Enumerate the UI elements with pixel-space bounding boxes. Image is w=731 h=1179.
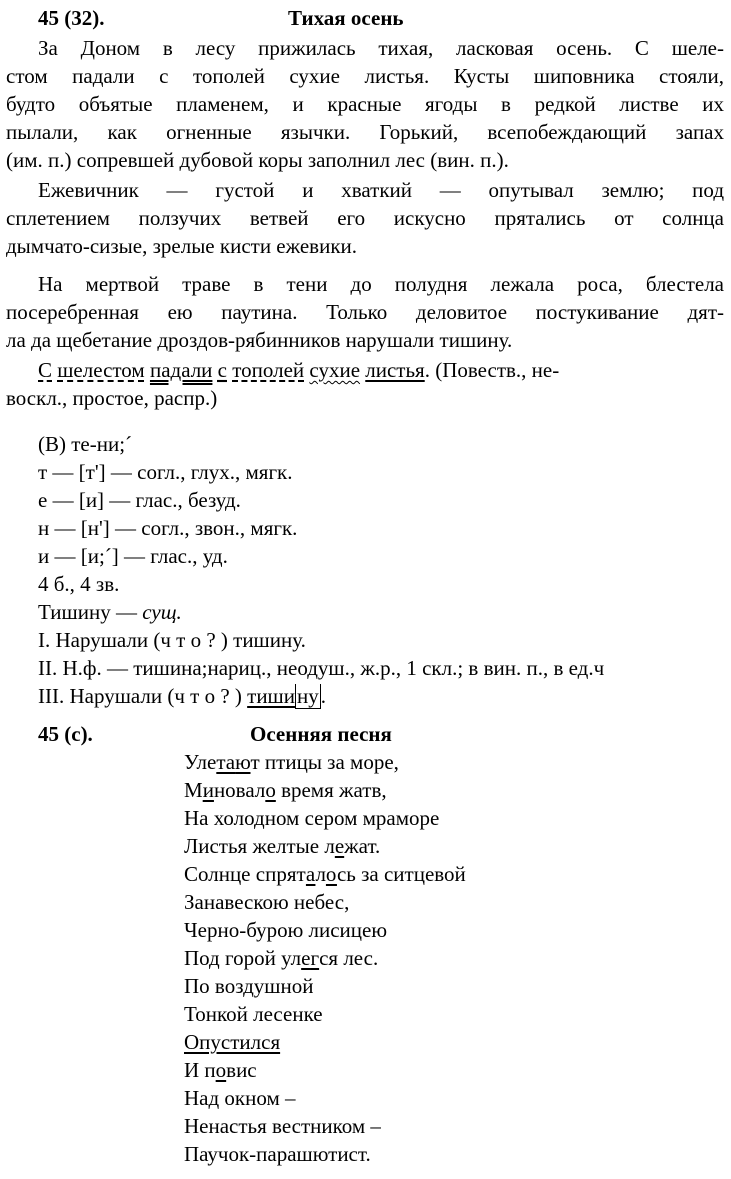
text: М bbox=[184, 778, 203, 802]
poem-line bbox=[184, 862, 466, 886]
phonetic-row: н — [н'] — согл., звон., мягк. bbox=[38, 516, 298, 540]
sentence-analysis bbox=[38, 358, 559, 382]
poem-line: Паучок-парашютист. bbox=[184, 1142, 371, 1166]
phonetic-count: 4 б., 4 зв. bbox=[38, 572, 120, 596]
paragraph-line: будто объятые пламенем, и красные ягоды в редкой листве их bbox=[6, 92, 724, 116]
exercise-number: 45 (32). bbox=[38, 6, 105, 30]
underlined-vowel: ю bbox=[235, 750, 251, 774]
text: Солнце спрят bbox=[184, 862, 306, 886]
paragraph-line: На мертвой траве в тени до полудня лежала роса, блестела bbox=[38, 272, 724, 296]
word-stem: тиши bbox=[247, 684, 295, 708]
paragraph-line: ла да щебетание дроздов-рябинников нарушали тишину. bbox=[6, 328, 513, 352]
text: Под горой ул bbox=[184, 946, 302, 970]
text: Уле bbox=[184, 750, 217, 774]
attribute-word: сухие bbox=[309, 358, 361, 382]
underlined-vowel: о bbox=[265, 778, 276, 802]
poem-line: Занавескою небес, bbox=[184, 890, 350, 914]
circumstance-word: шелестом bbox=[57, 358, 145, 382]
morph-iii-text: III. Нарушали (ч т о ? ) bbox=[38, 684, 248, 708]
underlined-word: Опустился bbox=[184, 1030, 281, 1054]
analysis-line: воскл., простое, распр.) bbox=[6, 386, 218, 410]
text: сь за ситцевой bbox=[336, 862, 466, 886]
poem-line bbox=[184, 834, 380, 858]
exercise-number: 45 (с). bbox=[38, 722, 93, 746]
underlined-vowel: о bbox=[215, 1058, 227, 1082]
paragraph-line: сплетением ползучих ветвей его искусно прятались от солнца bbox=[6, 206, 724, 230]
text: вис bbox=[226, 1058, 257, 1082]
poem-line bbox=[184, 750, 399, 774]
paragraph-line: (им. п.) сопревшей дубовой коры заполнил лес (вин. п.). bbox=[6, 148, 509, 172]
text: И п bbox=[184, 1058, 216, 1082]
paragraph-line: стом падали с тополей сухие листья. Кусты шиповника стояли, bbox=[6, 64, 724, 88]
poem-line bbox=[184, 946, 378, 970]
text: ся лес. bbox=[319, 946, 379, 970]
paragraph-line: Ежевичник — густой и хваткий — опутывал землю; под bbox=[38, 178, 724, 202]
morph-pos: сущ. bbox=[142, 600, 182, 624]
morph-point-i: I. Нарушали (ч т о ? ) тишину. bbox=[38, 628, 306, 652]
subject-word: листья bbox=[365, 358, 425, 382]
underlined-vowel: е bbox=[301, 946, 311, 970]
paragraph-line: пылали, как огненные язычки. Горький, всепобеждающий запах bbox=[6, 120, 724, 144]
predicate-word: падали bbox=[149, 358, 213, 382]
morph-heading bbox=[38, 600, 182, 624]
circumstance-word: тополей bbox=[232, 358, 305, 382]
text: новал bbox=[213, 778, 266, 802]
phonetic-row: и — [и;´] — глас., уд. bbox=[38, 544, 228, 568]
text: Листья желтые л bbox=[184, 834, 335, 858]
phonetic-syllables: (В) те-ни;´ bbox=[38, 432, 133, 456]
poem-line: На холодном сером мраморе bbox=[184, 806, 440, 830]
poem-line bbox=[184, 1030, 280, 1054]
phonetic-row: е — [и] — глас., безуд. bbox=[38, 488, 241, 512]
poem-line bbox=[184, 1058, 257, 1082]
poem-line: Тонкой лесенке bbox=[184, 1002, 323, 1026]
underlined-vowel: е bbox=[334, 834, 345, 858]
text: жат. bbox=[344, 834, 381, 858]
underlined-vowel: и bbox=[202, 778, 214, 802]
poem-line: Черно-бурою лисицею bbox=[184, 918, 388, 942]
morph-point-ii: II. Н.ф. — тишина;нариц., неодуш., ж.р., 1 скл.; в вин. п., в ед.ч bbox=[38, 656, 605, 680]
poem-line: Ненастья вестником – bbox=[184, 1114, 381, 1138]
text: л bbox=[315, 862, 326, 886]
exercise-title: Тихая осень bbox=[288, 6, 404, 30]
underlined-vowel: та bbox=[216, 750, 236, 774]
word-ending: ну bbox=[296, 684, 319, 708]
poem-line bbox=[184, 778, 387, 802]
text: время жатв, bbox=[275, 778, 387, 802]
analysis-tail: . (Повеств., не- bbox=[424, 358, 560, 382]
underlined-vowel: о bbox=[325, 862, 337, 886]
poem-line: Над окном – bbox=[184, 1086, 296, 1110]
poem-line: По воздушной bbox=[184, 974, 314, 998]
morph-word: Тишину — bbox=[38, 600, 143, 624]
phonetic-row: т — [т'] — согл., глух., мягк. bbox=[38, 460, 293, 484]
paragraph-line: посеребренная ею паутина. Только деловитое постукивание дят- bbox=[6, 300, 724, 324]
morph-point-iii bbox=[38, 684, 326, 708]
morph-iii-end: . bbox=[320, 684, 326, 708]
circumstance-word: С bbox=[38, 358, 53, 382]
text: т птицы за море, bbox=[250, 750, 399, 774]
paragraph-line: За Доном в лесу прижилась тихая, ласковая осень. С шеле- bbox=[38, 36, 724, 60]
underlined-vowel: а bbox=[305, 862, 316, 886]
exercise-title: Осенняя песня bbox=[250, 722, 392, 746]
circumstance-word: с bbox=[217, 358, 227, 382]
underlined-vowel: г bbox=[310, 946, 320, 970]
paragraph-line: дымчато-сизые, зрелые кисти ежевики. bbox=[6, 234, 358, 258]
